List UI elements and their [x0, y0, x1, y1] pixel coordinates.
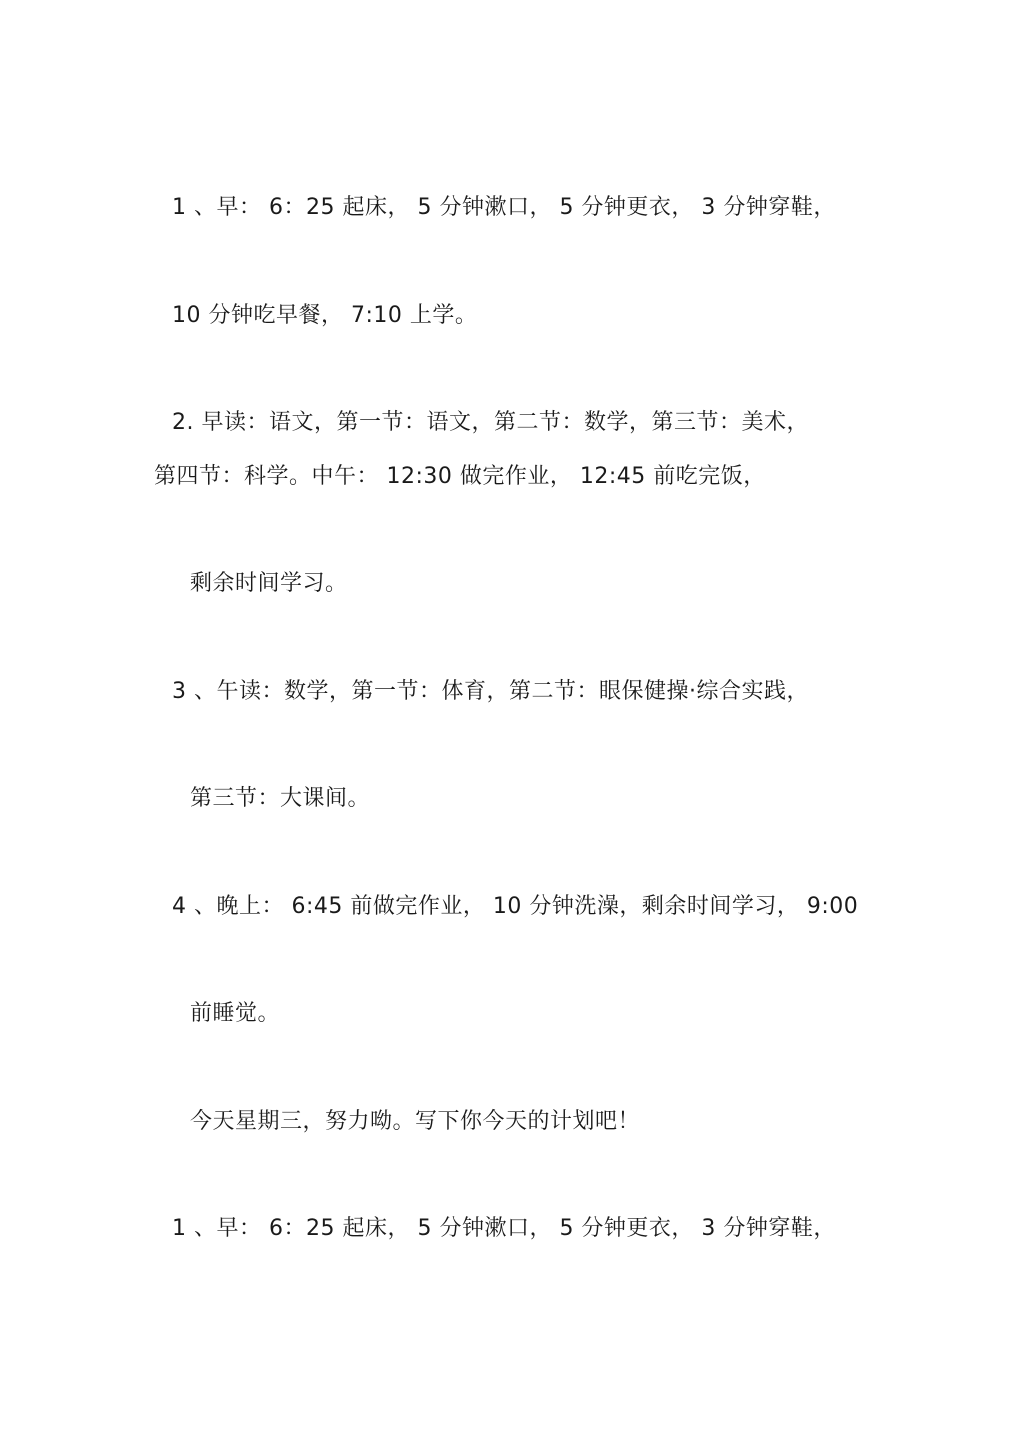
- plan-evening-line-1: 4 、晚上： 6:45 前做完作业， 10 分钟洗澡，剩余时间学习， 9:00: [172, 894, 859, 919]
- plan-school-line-1: 2. 早读：语文，第一节：语文，第二节：数学，第三节：美术，: [172, 410, 809, 435]
- plan-morning-line-1: 1 、早： 6：25 起床， 5 分钟漱口， 5 分钟更衣， 3 分钟穿鞋，: [172, 195, 836, 220]
- plan-school-line-3: 剩余时间学习。: [190, 571, 348, 596]
- plan-evening-line-2: 前睡觉。: [190, 1001, 281, 1026]
- plan-afternoon-line-1: 3 、午读：数学，第一节：体育，第二节：眼保健操·综合实践，: [172, 679, 809, 704]
- plan-morning-line-2: 10 分钟吃早餐， 7:10 上学。: [172, 303, 478, 328]
- plan-afternoon-line-2: 第三节：大课间。: [190, 786, 371, 811]
- plan-morning-repeat-line: 1 、早： 6：25 起床， 5 分钟漱口， 5 分钟更衣， 3 分钟穿鞋，: [172, 1216, 836, 1241]
- plan-school-line-2: 第四节：科学。中午： 12:30 做完作业， 12:45 前吃完饭，: [154, 464, 766, 489]
- prompt-line: 今天星期三，努力呦。写下你今天的计划吧！: [190, 1109, 641, 1134]
